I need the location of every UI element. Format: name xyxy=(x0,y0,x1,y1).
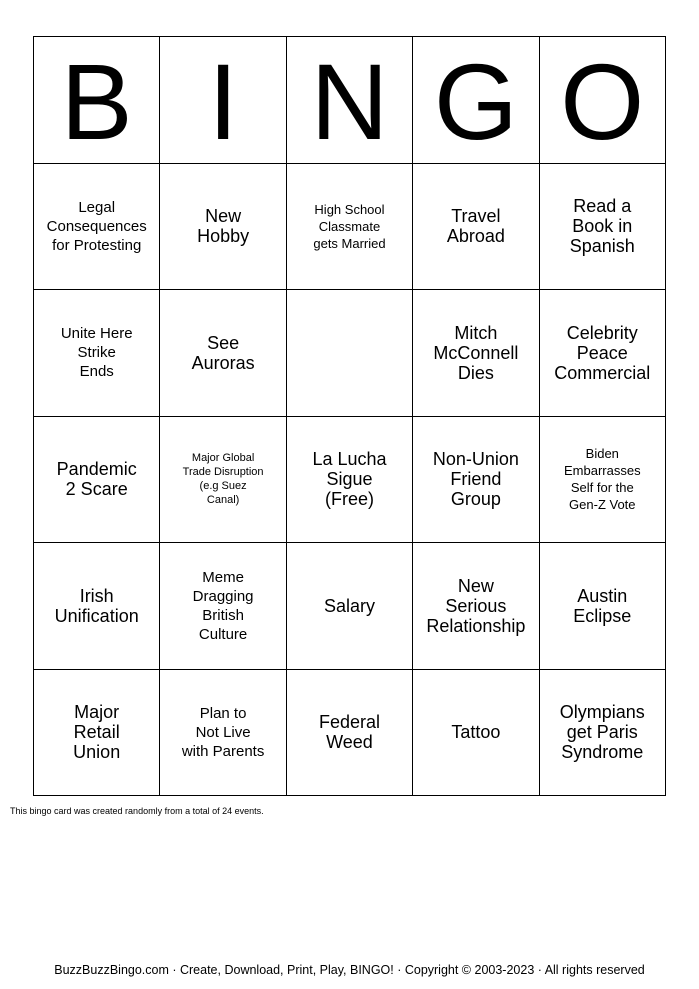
bingo-cell-r4-c4: New Serious Relationship xyxy=(413,543,539,670)
header-letter-i: I xyxy=(160,37,286,164)
bingo-cell-r1-c4: Travel Abroad xyxy=(413,164,539,291)
bingo-cell-r3-c5: Biden Embarrasses Self for the Gen-Z Vote xyxy=(540,417,666,544)
bingo-cell-r3-c4: Non-Union Friend Group xyxy=(413,417,539,544)
bingo-cell-r2-c1: Unite Here Strike Ends xyxy=(34,290,160,417)
bingo-cell-r4-c2: Meme Dragging British Culture xyxy=(160,543,286,670)
bingo-cell-r1-c3: High School Classmate gets Married xyxy=(287,164,413,291)
bingo-cell-r5-c2: Plan to Not Live with Parents xyxy=(160,670,286,797)
bingo-cell-r2-c2: See Auroras xyxy=(160,290,286,417)
bingo-cell-r5-c3: Federal Weed xyxy=(287,670,413,797)
site-footer: BuzzBuzzBingo.com · Create, Download, Print, Play, BINGO! · Copyright © 2003-2023 · All rights reserved xyxy=(54,963,645,977)
bingo-cell-r4-c5: Austin Eclipse xyxy=(540,543,666,670)
bingo-cell-free-space xyxy=(287,290,413,417)
bingo-cell-r1-c2: New Hobby xyxy=(160,164,286,291)
bingo-cell-r3-c2: Major Global Trade Disruption (e.g Suez Canal) xyxy=(160,417,286,544)
bingo-cell-r1-c5: Read a Book in Spanish xyxy=(540,164,666,291)
bingo-cell-r1-c1: Legal Consequences for Protesting xyxy=(34,164,160,291)
header-letter-n: N xyxy=(287,37,413,164)
header-letter-b: B xyxy=(34,37,160,164)
bingo-cell-r2-c5: Celebrity Peace Commercial xyxy=(540,290,666,417)
bingo-cell-r2-c4: Mitch McConnell Dies xyxy=(413,290,539,417)
header-letter-o: O xyxy=(540,37,666,164)
bingo-card xyxy=(33,36,666,796)
bingo-cell-r5-c1: Major Retail Union xyxy=(34,670,160,797)
bingo-cell-r4-c3: Salary xyxy=(287,543,413,670)
bingo-cell-r5-c4: Tattoo xyxy=(413,670,539,797)
generation-note: This bingo card was created randomly from a total of 24 events. xyxy=(10,806,264,816)
bingo-cell-r3-c3: La Lucha Sigue (Free) xyxy=(287,417,413,544)
bingo-cell-r5-c5: Olympians get Paris Syndrome xyxy=(540,670,666,797)
bingo-cell-r3-c1: Pandemic 2 Scare xyxy=(34,417,160,544)
header-letter-g: G xyxy=(413,37,539,164)
bingo-cell-r4-c1: Irish Unification xyxy=(34,543,160,670)
